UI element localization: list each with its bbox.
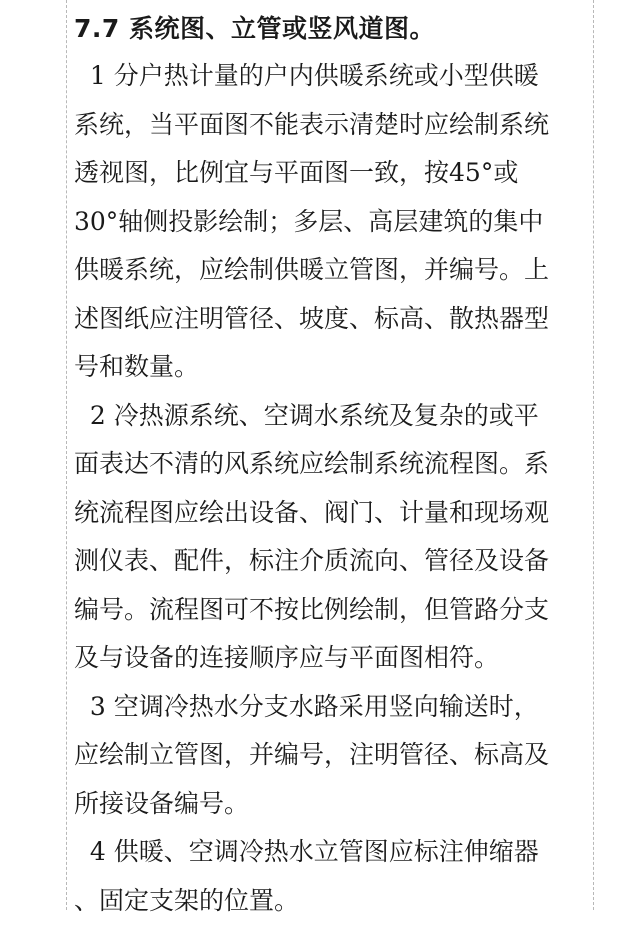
paragraph-line: 述图纸应注明管径、坡度、标高、散热器型 bbox=[74, 295, 594, 344]
paragraph-line: 、固定支架的位置。 bbox=[74, 877, 594, 925]
paragraph-3 bbox=[74, 683, 594, 829]
paragraph-line: 编号。流程图可不按比例绘制，但管路分支 bbox=[74, 586, 594, 635]
paragraph-line: 面表达不清的风系统应绘制系统流程图。系 bbox=[74, 440, 594, 489]
section-title: 7.7 系统图、立管或竖风道图。 bbox=[74, 6, 594, 52]
paragraph-2 bbox=[74, 392, 594, 683]
paragraph-line: 测仪表、配件，标注介质流向、管径及设备 bbox=[74, 537, 594, 586]
paragraph-line: 30°轴侧投影绘制；多层、高层建筑的集中 bbox=[74, 198, 594, 247]
paragraph-line: 所接设备编号。 bbox=[74, 780, 594, 829]
paragraph-line: 供暖系统，应绘制供暖立管图，并编号。上 bbox=[74, 246, 594, 295]
paragraph-line: 4 供暖、空调冷热水立管图应标注伸缩器 bbox=[74, 828, 594, 877]
paragraph-1 bbox=[74, 52, 594, 392]
document-content bbox=[74, 6, 594, 925]
paragraph-4 bbox=[74, 828, 594, 925]
left-dashed-border bbox=[66, 0, 67, 910]
paragraph-line: 统流程图应绘出设备、阀门、计量和现场观 bbox=[74, 489, 594, 538]
paragraph-line: 号和数量。 bbox=[74, 343, 594, 392]
paragraph-line: 及与设备的连接顺序应与平面图相符。 bbox=[74, 634, 594, 683]
paragraph-line: 1 分户热计量的户内供暖系统或小型供暖 bbox=[74, 52, 594, 101]
paragraph-line: 透视图，比例宜与平面图一致，按45°或 bbox=[74, 149, 594, 198]
paragraph-line: 系统，当平面图不能表示清楚时应绘制系统 bbox=[74, 101, 594, 150]
paragraph-line: 应绘制立管图，并编号，注明管径、标高及 bbox=[74, 731, 594, 780]
paragraph-line: 2 冷热源系统、空调水系统及复杂的或平 bbox=[74, 392, 594, 441]
paragraph-line: 3 空调冷热水分支水路采用竖向输送时， bbox=[74, 683, 594, 732]
